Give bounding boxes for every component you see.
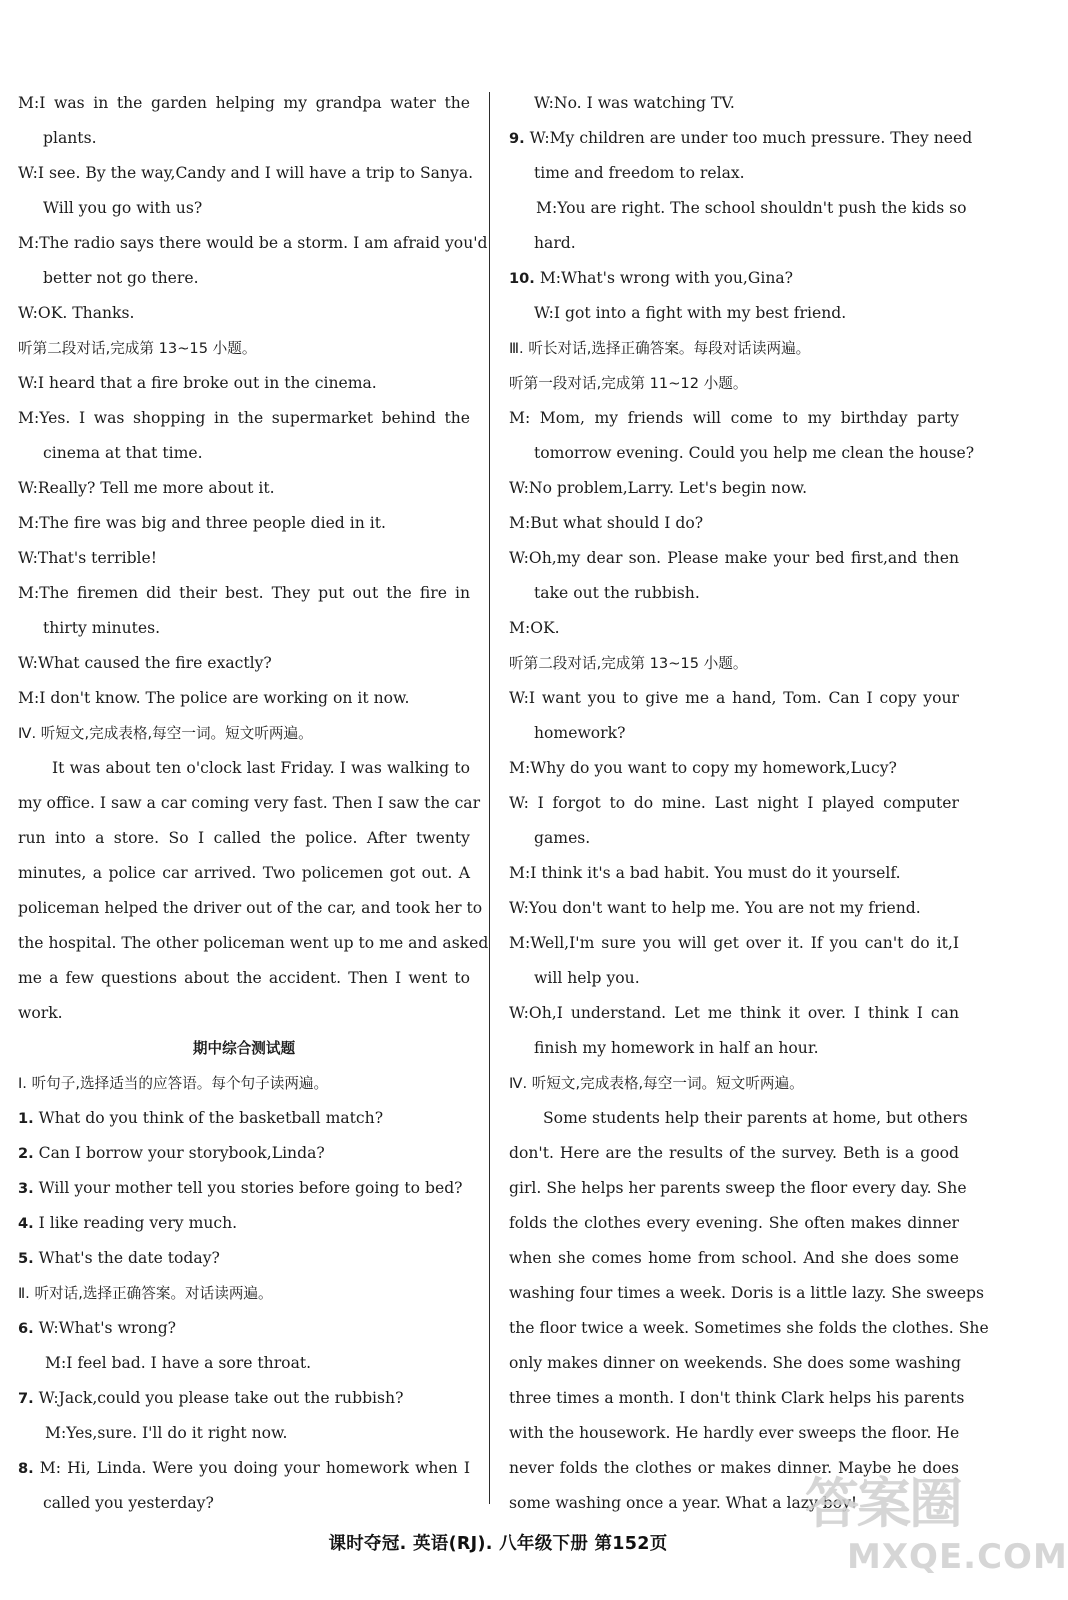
text-line bbox=[18, 646, 470, 681]
text-line bbox=[18, 891, 483, 926]
line-text: W:I got into a fight with my best friend. bbox=[534, 304, 847, 322]
question-number: 5. bbox=[18, 1250, 34, 1267]
line-text: M: Mom, my friends will come to my birthday party bbox=[509, 409, 959, 427]
line-text: washing four times a week. Doris is a little lazy. She sweeps bbox=[509, 1284, 984, 1302]
text-line bbox=[18, 611, 470, 646]
line-text: M:You are right. The school shouldn't push the kids so bbox=[536, 199, 967, 217]
line-text: M:The firemen did their best. They put out the fire in bbox=[18, 584, 470, 602]
text-line bbox=[18, 961, 470, 996]
line-text: M:The fire was big and three people died in it. bbox=[18, 514, 386, 532]
line-text: 期中综合测试题 bbox=[192, 1040, 296, 1057]
text-line bbox=[509, 121, 973, 156]
line-text: hard. bbox=[534, 234, 576, 252]
line-text: M:I think it's a bad habit. You must do it yourself. bbox=[509, 864, 901, 882]
text-line bbox=[18, 121, 470, 156]
column-divider bbox=[489, 92, 490, 1504]
line-text: Ⅱ. 听对话,选择正确答案。对话读两遍。 bbox=[18, 1285, 273, 1302]
line-text: girl. She helps her parents sweep the floor every day. She bbox=[509, 1179, 967, 1197]
text-line bbox=[509, 261, 959, 296]
text-line bbox=[18, 751, 470, 786]
text-line bbox=[18, 1136, 470, 1171]
line-text: Will your mother tell you stories before going to bed? bbox=[33, 1179, 463, 1197]
line-text: W:My children are under too much pressure. They need bbox=[524, 129, 973, 147]
line-text: the hospital. The other policeman went up to me and asked bbox=[18, 934, 489, 952]
line-text: W:Oh,my dear son. Please make your bed first,and then bbox=[509, 549, 959, 567]
text-line bbox=[509, 226, 959, 261]
text-line bbox=[509, 716, 959, 751]
line-text: 听第二段对话,完成第 13~15 小题。 bbox=[509, 655, 748, 672]
text-line bbox=[18, 506, 470, 541]
text-line bbox=[509, 1101, 968, 1136]
text-line bbox=[18, 1241, 470, 1276]
line-text: Will you go with us? bbox=[43, 199, 203, 217]
line-text: 听第一段对话,完成第 11~12 小题。 bbox=[509, 375, 748, 392]
line-text: Ⅰ. 听句子,选择适当的应答语。每个句子读两遍。 bbox=[18, 1075, 329, 1092]
line-text: M:OK. bbox=[509, 619, 560, 637]
question-number: 8. bbox=[18, 1460, 34, 1477]
text-line bbox=[509, 576, 959, 611]
text-line bbox=[509, 401, 959, 436]
question-number: 10. bbox=[509, 270, 535, 287]
text-line bbox=[18, 1346, 470, 1381]
line-text: plants. bbox=[43, 129, 97, 147]
text-line bbox=[18, 926, 489, 961]
line-text: better not go there. bbox=[43, 269, 199, 287]
question-number: 1. bbox=[18, 1110, 34, 1127]
line-text: when she comes home from school. And she does some bbox=[509, 1249, 959, 1267]
line-text: M:Yes,sure. I'll do it right now. bbox=[45, 1424, 288, 1442]
text-line bbox=[509, 611, 959, 646]
section-instruction bbox=[509, 1066, 959, 1101]
line-text: Some students help their parents at home, but others bbox=[543, 1109, 968, 1127]
line-text: W:You don't want to help me. You are not my friend. bbox=[509, 899, 921, 917]
line-text: cinema at that time. bbox=[43, 444, 203, 462]
text-line bbox=[18, 541, 470, 576]
text-line bbox=[18, 436, 470, 471]
line-text: W:Really? Tell me more about it. bbox=[18, 479, 275, 497]
text-line bbox=[18, 191, 470, 226]
line-text: work. bbox=[18, 1004, 63, 1022]
line-text: What's the date today? bbox=[33, 1249, 220, 1267]
text-line bbox=[509, 926, 959, 961]
text-line bbox=[18, 226, 488, 261]
line-text: Can I borrow your storybook,Linda? bbox=[33, 1144, 325, 1162]
text-line bbox=[18, 1381, 470, 1416]
text-line bbox=[509, 751, 959, 786]
line-text: some washing once a year. What a lazy boy! bbox=[509, 1494, 858, 1512]
line-text: don't. Here are the results of the survey. Beth is a good bbox=[509, 1144, 959, 1162]
text-line bbox=[509, 471, 959, 506]
text-line bbox=[509, 856, 959, 891]
text-line bbox=[18, 1311, 470, 1346]
left-column bbox=[18, 86, 489, 1521]
text-line bbox=[18, 1206, 470, 1241]
line-text: run into a store. So I called the police. After twenty bbox=[18, 829, 470, 847]
line-text: me a few questions about the accident. Then I went to bbox=[18, 969, 470, 987]
text-line bbox=[18, 86, 470, 121]
text-line bbox=[18, 1451, 470, 1486]
section-instruction bbox=[509, 366, 959, 401]
text-line bbox=[509, 506, 959, 541]
watermark-logo bbox=[795, 1455, 1068, 1595]
text-line bbox=[18, 366, 470, 401]
text-line bbox=[509, 1416, 959, 1451]
page-footer: 课时夺冠. 英语(RJ). 八年级下册 第152页 bbox=[328, 1534, 668, 1554]
line-text: games. bbox=[534, 829, 591, 847]
text-line bbox=[18, 156, 474, 191]
text-line bbox=[18, 1101, 470, 1136]
text-line bbox=[18, 1416, 470, 1451]
line-text: M:I was in the garden helping my grandpa water the bbox=[18, 94, 470, 112]
line-text: Ⅳ. 听短文,完成表格,每空一词。短文听两遍。 bbox=[18, 725, 313, 742]
text-line bbox=[509, 1381, 965, 1416]
watermark-text: 答案圈 bbox=[805, 1472, 961, 1535]
line-text: W:No problem,Larry. Let's begin now. bbox=[509, 479, 808, 497]
line-text: W:I heard that a fire broke out in the cinema. bbox=[18, 374, 377, 392]
section-instruction bbox=[509, 646, 959, 681]
text-line bbox=[509, 1136, 959, 1171]
line-text: It was about ten o'clock last Friday. I was walking to bbox=[52, 759, 470, 777]
line-text: homework? bbox=[534, 724, 626, 742]
text-line bbox=[509, 156, 959, 191]
section-instruction bbox=[18, 1066, 470, 1101]
question-number: 9. bbox=[509, 130, 525, 147]
text-line bbox=[509, 681, 959, 716]
line-text: M:Why do you want to copy my homework,Lucy? bbox=[509, 759, 897, 777]
text-line bbox=[18, 1486, 470, 1521]
line-text: never folds the clothes or makes dinner. Maybe he does bbox=[509, 1459, 959, 1477]
question-number: 3. bbox=[18, 1180, 34, 1197]
line-text: W:That's terrible! bbox=[18, 549, 158, 567]
question-number: 6. bbox=[18, 1320, 34, 1337]
text-line bbox=[509, 1311, 989, 1346]
line-text: M: Hi, Linda. Were you doing your homework when I bbox=[33, 1459, 470, 1477]
text-line bbox=[18, 996, 470, 1031]
line-text: W:What's wrong? bbox=[33, 1319, 177, 1337]
line-text: 听第二段对话,完成第 13~15 小题。 bbox=[18, 340, 257, 357]
text-line bbox=[509, 1031, 959, 1066]
text-line bbox=[18, 296, 470, 331]
text-line bbox=[509, 296, 959, 331]
line-text: minutes, a police car arrived. Two policemen got out. A bbox=[18, 864, 470, 882]
text-line bbox=[18, 821, 470, 856]
right-column bbox=[509, 86, 989, 1521]
line-text: I like reading very much. bbox=[33, 1214, 238, 1232]
line-text: M:The radio says there would be a storm. I am afraid you'd bbox=[18, 234, 488, 252]
line-text: tomorrow evening. Could you help me clean the house? bbox=[534, 444, 975, 462]
line-text: policeman helped the driver out of the car, and took her to bbox=[18, 899, 483, 917]
question-number: 2. bbox=[18, 1145, 34, 1162]
section-instruction bbox=[18, 331, 470, 366]
text-line bbox=[509, 1241, 959, 1276]
text-line bbox=[18, 856, 470, 891]
text-line bbox=[18, 1171, 470, 1206]
text-line bbox=[18, 786, 481, 821]
line-text: What do you think of the basketball match? bbox=[33, 1109, 384, 1127]
line-text: called you yesterday? bbox=[43, 1494, 214, 1512]
line-text: folds the clothes every evening. She often makes dinner bbox=[509, 1214, 959, 1232]
text-line bbox=[509, 821, 959, 856]
section-instruction bbox=[18, 716, 470, 751]
section-instruction bbox=[509, 331, 959, 366]
line-text: W:Oh,I understand. Let me think it over. I think I can bbox=[509, 1004, 959, 1022]
text-line bbox=[18, 261, 470, 296]
question-number: 7. bbox=[18, 1390, 34, 1407]
text-line bbox=[509, 191, 967, 226]
line-text: W:OK. Thanks. bbox=[18, 304, 135, 322]
text-line bbox=[509, 1346, 959, 1381]
text-line bbox=[509, 1206, 959, 1241]
text-line bbox=[509, 961, 959, 996]
line-text: W:I see. By the way,Candy and I will have a trip to Sanya. bbox=[18, 164, 474, 182]
line-text: W:No. I was watching TV. bbox=[534, 94, 735, 112]
line-text: with the housework. He hardly ever sweeps the floor. He bbox=[509, 1424, 960, 1442]
line-text: my office. I saw a car coming very fast. Then I saw the car bbox=[18, 794, 481, 812]
text-line bbox=[509, 891, 959, 926]
line-text: M:I feel bad. I have a sore throat. bbox=[45, 1354, 312, 1372]
line-text: only makes dinner on weekends. She does some washing bbox=[509, 1354, 961, 1372]
text-line bbox=[509, 1276, 984, 1311]
line-text: W:Jack,could you please take out the rubbish? bbox=[33, 1389, 404, 1407]
text-line bbox=[18, 576, 470, 611]
line-text: the floor twice a week. Sometimes she folds the clothes. She bbox=[509, 1319, 989, 1337]
line-text: M:What's wrong with you,Gina? bbox=[534, 269, 794, 287]
section-heading bbox=[18, 1031, 470, 1066]
line-text: W: I forgot to do mine. Last night I played computer bbox=[509, 794, 959, 812]
text-line bbox=[509, 1171, 967, 1206]
text-line bbox=[509, 541, 959, 576]
text-line bbox=[509, 436, 975, 471]
text-line bbox=[18, 681, 470, 716]
line-text: M:I don't know. The police are working on it now. bbox=[18, 689, 410, 707]
text-line bbox=[18, 471, 470, 506]
line-text: Ⅳ. 听短文,完成表格,每空一词。短文听两遍。 bbox=[509, 1075, 804, 1092]
line-text: three times a month. I don't think Clark helps his parents bbox=[509, 1389, 965, 1407]
line-text: W:What caused the fire exactly? bbox=[18, 654, 272, 672]
line-text: thirty minutes. bbox=[43, 619, 161, 637]
line-text: take out the rubbish. bbox=[534, 584, 700, 602]
text-line bbox=[18, 401, 470, 436]
section-instruction bbox=[18, 1276, 470, 1311]
text-line bbox=[509, 996, 959, 1031]
line-text: M:But what should I do? bbox=[509, 514, 704, 532]
line-text: Ⅲ. 听长对话,选择正确答案。每段对话读两遍。 bbox=[509, 340, 811, 357]
line-text: M:Yes. I was shopping in the supermarket behind the bbox=[18, 409, 470, 427]
question-number: 4. bbox=[18, 1215, 34, 1232]
text-line bbox=[509, 86, 959, 121]
line-text: finish my homework in half an hour. bbox=[534, 1039, 819, 1057]
line-text: time and freedom to relax. bbox=[534, 164, 745, 182]
watermark-url: MXQE.COM bbox=[847, 1537, 1068, 1577]
text-line bbox=[509, 786, 959, 821]
line-text: W:I want you to give me a hand, Tom. Can I copy your bbox=[509, 689, 959, 707]
line-text: will help you. bbox=[534, 969, 640, 987]
line-text: M:Well,I'm sure you will get over it. If you can't do it,I bbox=[509, 934, 959, 952]
